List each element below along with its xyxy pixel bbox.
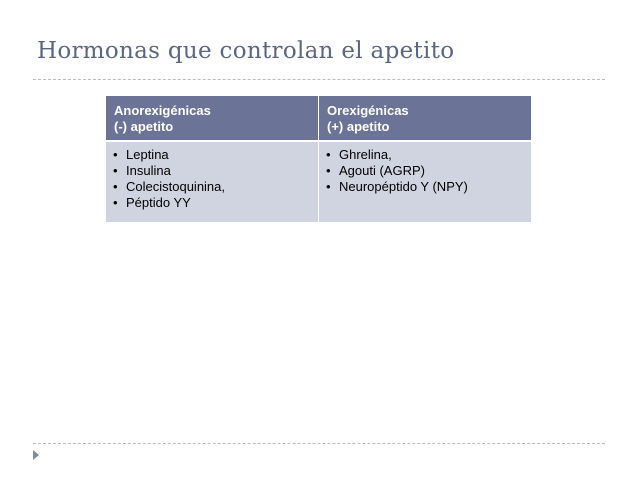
title-divider [33,79,605,80]
triangle-right-icon [33,450,39,460]
slide-title: Hormonas que controlan el apetito [37,38,455,64]
header-anorexigenic-title: Anorexigénicas [114,103,211,118]
cell-orexigenic-list [319,141,532,222]
list-item: • Péptido YY [112,195,310,211]
table-row [106,141,531,222]
footer-divider [33,443,605,444]
orexigenic-hormone-list [325,147,523,195]
list-item: • Leptina [112,147,310,163]
list-item: • Ghrelina, [325,147,523,163]
header-orexigenic-subtitle: (+) apetito [327,119,390,134]
anorexigenic-hormone-list [112,147,310,211]
hormone-table [106,96,531,222]
header-anorexigenic [106,96,319,141]
list-item: • Colecistoquinina, [112,179,310,195]
header-orexigenic-title: Orexigénicas [327,103,409,118]
list-item: • Neuropéptido Y (NPY) [325,179,523,195]
header-orexigenic [319,96,532,141]
table-header-row [106,96,531,141]
list-item: • Insulina [112,163,310,179]
cell-anorexigenic-list [106,141,319,222]
list-item: • Agouti (AGRP) [325,163,523,179]
header-anorexigenic-subtitle: (-) apetito [114,119,174,134]
